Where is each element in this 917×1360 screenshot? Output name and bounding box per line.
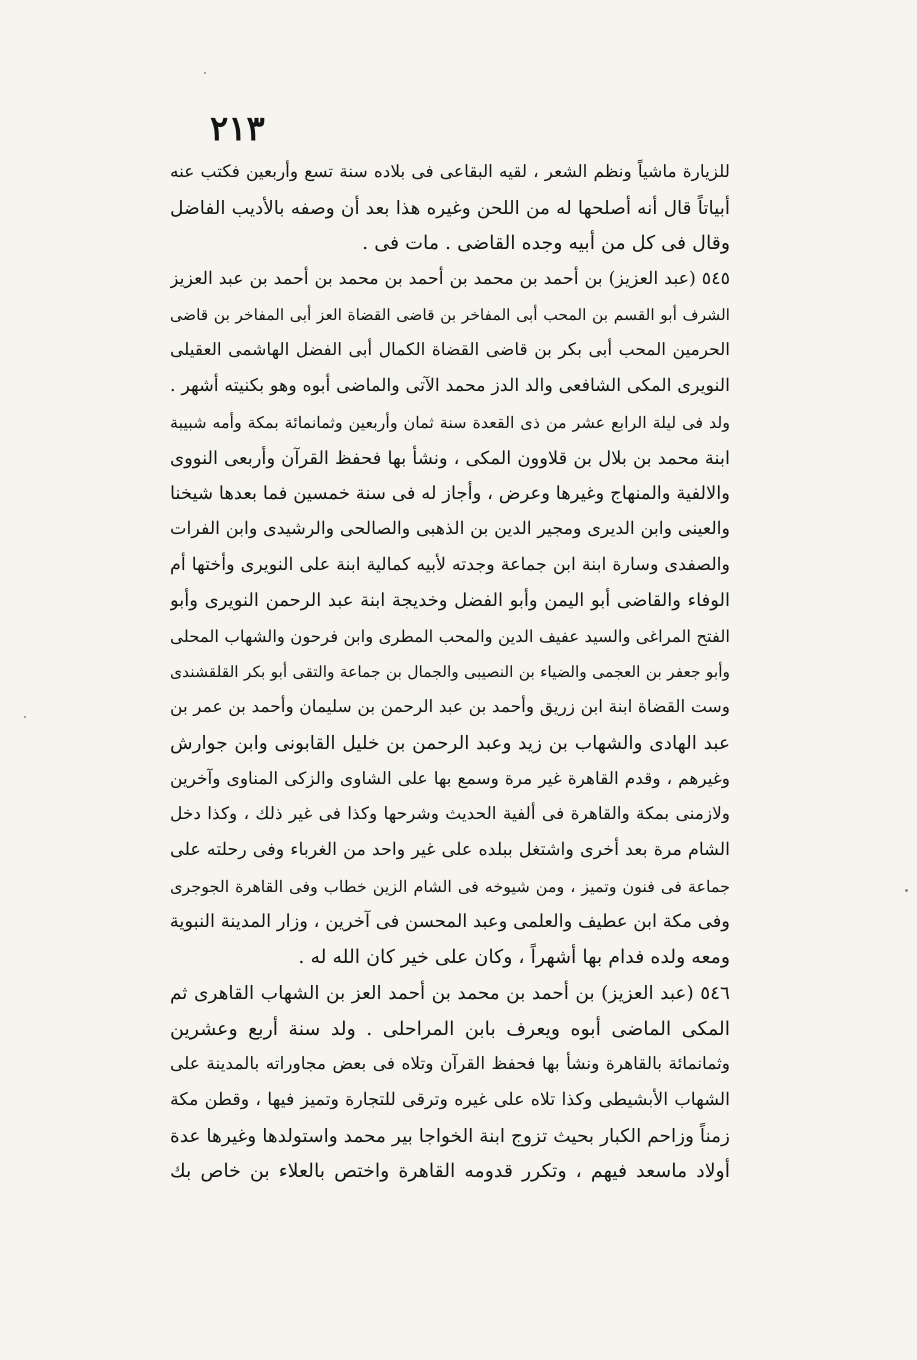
text-line: زمناً وزاحم الكبار بحيث تزوج ابنة الخواجا بير محمد واستولدها وغيرها عدة — [170, 1125, 730, 1147]
entry-546-heading-line: ٥٤٦ (عبد العزيز) بن أحمد بن محمد بن أحمد العز بن الشهاب القاهرى ثم — [170, 982, 730, 1004]
text-line: الشام مرة بعد أخرى واشتغل ببلده على غير واحد من الغرباء وفى رحلته على — [170, 840, 730, 861]
scan-speck — [204, 72, 206, 74]
text-line: والعينى وابن الديرى ومجير الدين بن الذهبى والصالحى والرشيدى وابن الفرات — [170, 518, 730, 539]
text-line: والالفية والمنهاج وغيرها وعرض ، وأجاز له فى سنة خمسين فما بعدها شيخنا — [170, 483, 730, 505]
text-line: الشرف أبو القسم بن المحب أبى المفاخر بن قاضى القضاة العز أبى المفاخر بن قاضى — [170, 305, 730, 324]
text-line: الوفاء والقاضى أبو اليمن وأبو الفضل وخديجة ابنة عبد الرحمن النويرى وأبو — [170, 590, 730, 612]
text-line: وغيرهم ، وقدم القاهرة غير مرة وسمع بها على الشاوى والزكى المناوى وآخرين — [170, 768, 730, 789]
body-text — [170, 155, 730, 1190]
entry-545-heading-line: ٥٤٥ (عبد العزيز) بن أحمد بن محمد بن أحمد بن محمد بن أحمد بن عبد العزيز — [170, 269, 730, 290]
text-line: وست القضاة ابنة ابن زريق وأحمد بن عبد الرحمن بن سليمان وأحمد بن عمر بن — [170, 697, 730, 718]
text-line: والصفدى وسارة ابنة ابن جماعة وجدته لأبيه كمالية ابنة على النويرى وأختها أم — [170, 554, 730, 575]
text-line: المكى الماضى أبوه ويعرف بابن المراحلى . ولد سنة أربع وعشرين — [170, 1017, 730, 1040]
text-line: ومعه ولده فدام بها أشهراً ، وكان على خير كان الله له . — [298, 946, 730, 969]
text-line: عبد الهادى والشهاب بن زيد وعبد الرحمن بن خليل القابونى وابن جوارش — [170, 733, 730, 754]
text-line: الحرمين المحب أبى بكر بن قاضى القضاة الكمال أبى الفضل الهاشمى العقيلى — [170, 340, 730, 361]
text-line: وفى مكة ابن عطيف والعلمى وعبد المحسن فى آخرين ، وزار المدينة النبوية — [170, 911, 730, 933]
text-line: ولازمنى بمكة والقاهرة فى ألفية الحديث وشرحها وكذا فى غير ذلك ، وكذا دخل — [170, 804, 730, 825]
text-line: أولاد ماسعد فيهم ، وتكرر قدومه القاهرة واختص بالعلاء بن خاص بك — [170, 1160, 730, 1183]
text-line: ولد فى ليلة الرابع عشر من ذى القعدة سنة ثمان وأربعين وثمانمائة بمكة وأمه شبيبة — [170, 412, 730, 432]
text-line: ابنة محمد بن بلال بن قلاوون المكى ، ونشأ بها فحفظ القرآن وأربعى النووى — [170, 447, 730, 469]
page-number: ٢١٣ — [210, 109, 265, 149]
scan-speck — [24, 716, 26, 718]
text-line: الفتح المراغى والسيد عفيف الدين والمحب المطرى وابن فرحون والشهاب المحلى — [170, 626, 730, 646]
text-line: وقال فى كل من أبيه وجده القاضى . مات فى . — [362, 232, 730, 255]
text-line: الشهاب الأبشيطى وكذا تلاه على غيره وترقى للتجارة وتميز فيها ، وقطن مكة — [170, 1089, 730, 1110]
text-line: وثمانمائة بالقاهرة ونشأ بها فحفظ القرآن وتلاه فى بعض مجاوراته بالمدينة على — [170, 1054, 730, 1075]
text-line: للزيارة ماشياً ونظم الشعر ، لقيه البقاعى فى بلاده سنة تسع وأربعين فكتب عنه — [170, 162, 730, 182]
text-line: وأبو جعفر بن العجمى والضياء بن النصيبى والجمال بن جماعة والتقى أبو بكر القلقشندى — [170, 662, 730, 681]
text-line: أبياتاً قال أنه أصلحها له من اللحن وغيره هذا بعد أن وصفه بالأديب الفاضل — [170, 197, 730, 219]
text-line: النويرى المكى الشافعى والد الدز محمد الآتى والماضى أبوه وهو بكنيته أشهر . — [170, 376, 730, 397]
scan-speck — [905, 889, 908, 892]
text-line: جماعة فى فنون وتميز ، ومن شيوخه فى الشام الزين خطاب وفى القاهرة الجوجرى — [170, 876, 730, 896]
